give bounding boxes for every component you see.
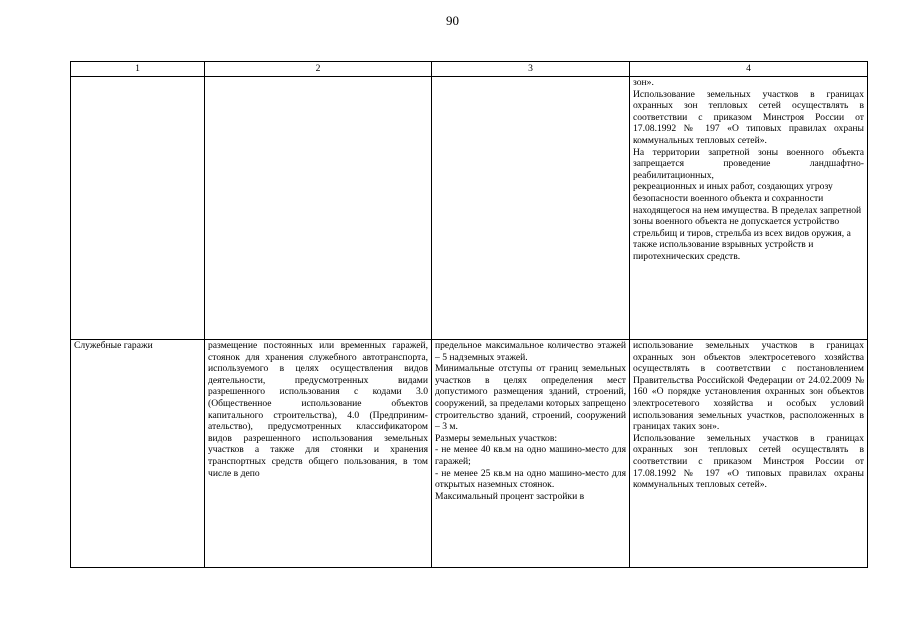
paragraph: предельное максимальное количество этажей – 5 надземных этажей. xyxy=(435,340,626,363)
cell-col3 xyxy=(432,340,630,568)
cell-col4 xyxy=(630,77,868,340)
column-header-3: 3 xyxy=(432,62,630,77)
paragraph: рекреационных и иных работ, создающих угрозу безопасности военного объекта и сохранности находящегося на нем имущества. В пределах запретной зоны военного объекта не допускается устройство стрельбищ и тиров, стрельба из всех видов оружия, а также использование взрывных устройств и пиротехнических средств. xyxy=(633,181,862,262)
cell-col4 xyxy=(630,340,868,568)
column-header-1: 1 xyxy=(71,62,205,77)
paragraph: На территории запретной зоны военного объекта запрещается проведение ландшафтно-реабилитационных, xyxy=(633,146,864,181)
cell-col2 xyxy=(205,77,432,340)
table-row xyxy=(71,340,868,568)
paragraph: Использование земельных участков в границах охранных зон тепловых сетей осуществлять в соответствии с приказом Минстроя России от 17.08.1992 № 197 «О типовых правилах охраны коммунальных тепловых сетей». xyxy=(633,88,864,146)
header-row xyxy=(71,62,868,77)
paragraph: Использование земельных участков в границах охранных зон тепловых сетей осуществлять в соответствии с приказом Минстроя России от 17.08.1992 № 197 «О типовых правилах охраны коммунальных тепловых сетей». xyxy=(633,432,864,491)
list-item: - не менее 25 кв.м на одно машино-место для открытых наземных стоянок. xyxy=(435,467,626,491)
page-number: 90 xyxy=(446,13,459,28)
cell-col2: размещение постоянных или временных гаражей, стоянок для хранения служебного автотранспорта, используемого в целях осуществления видов деятельности, предусмотренных видами разрешенного использования с кодами 3.0 (Общественное использование объектов капитального строительства), 4.0 (Предприним-ательство), предусмотренных классификатором видов разрешенного использования земельных участков а также для стоянки и хранения транспортных средств общего пользования, в том числе в депо xyxy=(205,340,432,568)
paragraph: использование земельных участков в границах охранных зон объектов электросетевого хозяйства осуществлять в соответствии с постановлением Правительства Российской Федерации от 24.02.2009 № 160 «О порядке установления охранных зон объектов электросетевого хозяйства и особых условий использования земельных участков, расположенных в границах таких зон». xyxy=(633,340,864,433)
paragraph: Максимальный процент застройки в xyxy=(435,490,585,502)
column-header-2: 2 xyxy=(205,62,432,77)
table-row xyxy=(71,77,868,340)
cell-col1 xyxy=(71,77,205,340)
paragraph: зон». xyxy=(633,77,654,88)
cell-col3 xyxy=(432,77,630,340)
paragraph: Размеры земельных участков: xyxy=(435,432,558,444)
column-header-4: 4 xyxy=(630,62,868,77)
list-item: - не менее 40 кв.м на одно машино-место для гаражей; xyxy=(435,444,626,467)
paragraph: Минимальные отступы от границ земельных участков в целях определения мест допустимого размещения зданий, строений, сооружений, за пределами которых запрещено строительство зданий, строений, сооружений – 3 м. xyxy=(435,363,626,433)
regulations-table xyxy=(70,61,868,568)
cell-col1: Служебные гаражи xyxy=(71,340,205,568)
